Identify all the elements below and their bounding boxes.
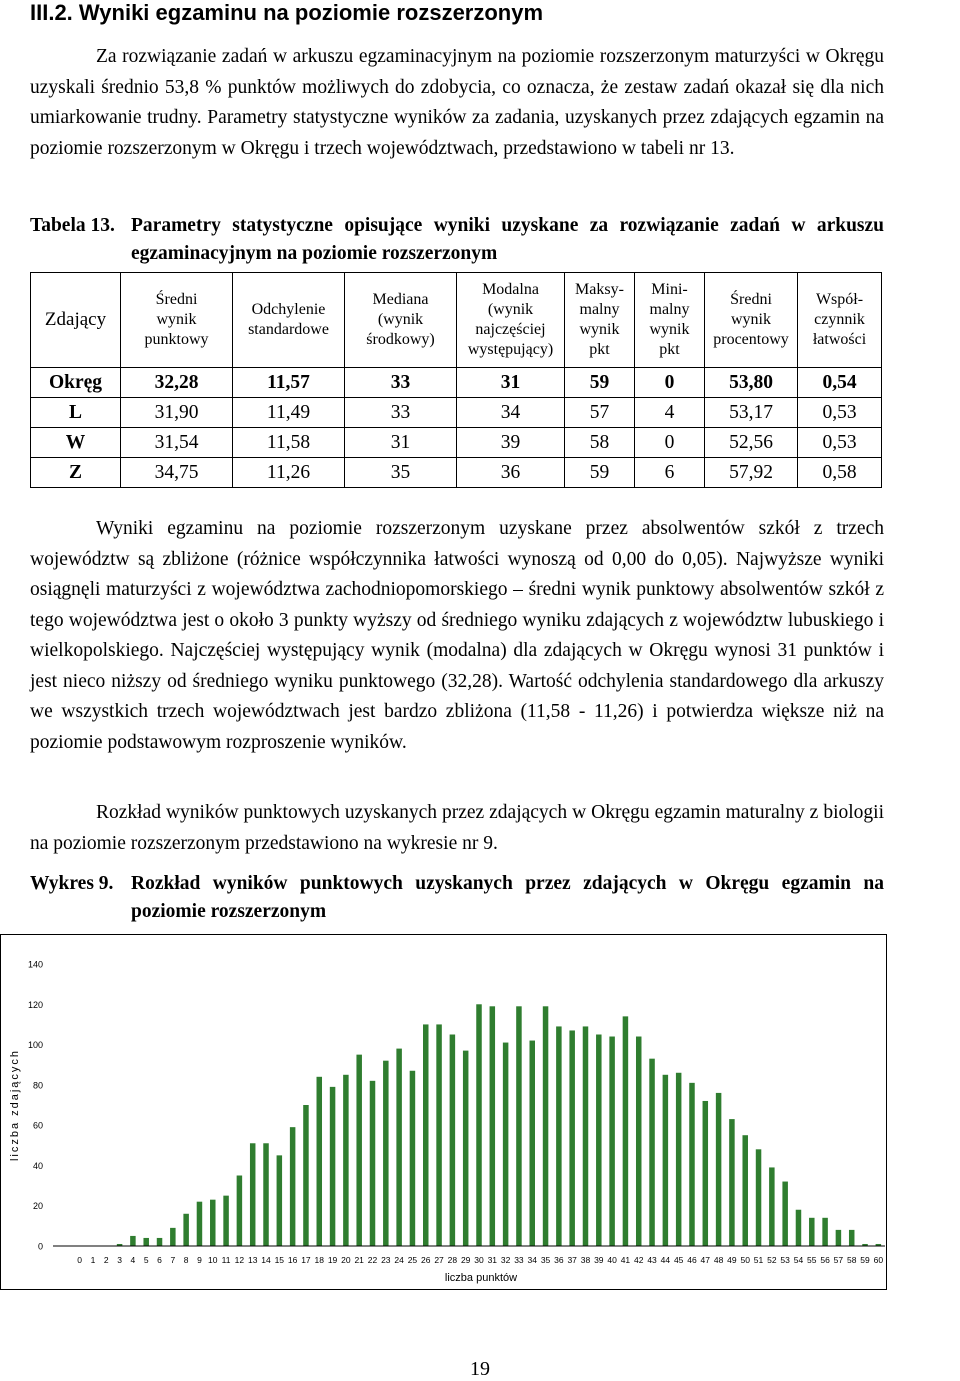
bar (263, 1143, 269, 1246)
table-header-cell (798, 273, 882, 368)
table-cell: 0 (635, 428, 705, 458)
bar (676, 1073, 682, 1246)
bar (729, 1119, 735, 1246)
table-cell: 0,53 (798, 428, 882, 458)
table-cell: 58 (565, 428, 635, 458)
table-header-text: pkt (589, 341, 610, 358)
y-tick-label: 120 (27, 999, 43, 1010)
table-header-text: standardowe (248, 321, 329, 338)
bar (277, 1155, 283, 1246)
region-cell: W (31, 428, 121, 458)
x-tick-label: 17 (301, 1255, 311, 1265)
region-cell: L (31, 398, 121, 428)
x-tick-label: 52 (767, 1255, 777, 1265)
table-header-text: punktowy (144, 331, 209, 348)
bar (450, 1035, 456, 1247)
score-distribution-chart (1, 935, 886, 1289)
x-tick-label: 14 (261, 1255, 271, 1265)
table-cell: 57 (565, 398, 635, 428)
x-tick-label: 34 (527, 1255, 537, 1265)
x-tick-label: 25 (407, 1255, 418, 1265)
x-tick-label: 18 (314, 1255, 324, 1265)
page-number: 19 (470, 1358, 490, 1380)
x-tick-label: 56 (820, 1255, 830, 1265)
x-tick-label: 36 (554, 1255, 564, 1265)
x-tick-label: 59 (860, 1255, 870, 1265)
bar (370, 1081, 376, 1246)
table-row (31, 428, 882, 458)
table-header-cell (345, 273, 457, 368)
x-tick-label: 21 (354, 1255, 364, 1265)
table-header-text: wynik (731, 311, 771, 328)
x-tick-label: 29 (460, 1255, 471, 1265)
bar (237, 1176, 243, 1247)
x-tick-label: 9 (197, 1255, 202, 1265)
x-tick-label: 44 (660, 1255, 671, 1265)
x-tick-label: 20 (341, 1255, 351, 1265)
x-tick-label: 7 (170, 1255, 176, 1265)
x-tick-label: 60 (873, 1255, 884, 1265)
x-tick-label: 57 (833, 1255, 844, 1265)
x-tick-label: 43 (647, 1255, 657, 1265)
bar (769, 1167, 775, 1246)
y-tick-label: 40 (32, 1160, 43, 1171)
x-tick-label: 55 (807, 1255, 817, 1265)
table-cell: 0 (635, 368, 705, 398)
table-header-text: procentowy (713, 331, 789, 348)
table-header-text: Odchylenie (251, 301, 326, 318)
bar (463, 1051, 469, 1246)
x-tick-label: 38 (580, 1255, 591, 1265)
x-tick-label: 6 (157, 1255, 162, 1265)
region-cell: Okręg (31, 368, 121, 398)
table-cell: 0,54 (798, 368, 882, 398)
bar (210, 1200, 216, 1246)
x-tick-label: 51 (753, 1255, 764, 1265)
x-tick-label: 30 (474, 1255, 484, 1265)
x-tick-label: 48 (713, 1255, 724, 1265)
bar (569, 1030, 575, 1246)
bar (143, 1238, 149, 1246)
x-tick-label: 58 (846, 1255, 857, 1265)
bar (396, 1049, 402, 1246)
table-cell: 31,90 (121, 398, 233, 428)
table-cell: 11,58 (233, 428, 345, 458)
x-axis-label: liczba punktów (444, 1272, 518, 1284)
table-cell: 32,28 (121, 368, 233, 398)
table-header-text: Średni (730, 291, 772, 308)
region-cell: Z (31, 458, 121, 488)
table-header-cell (705, 273, 798, 368)
table-cell: 52,56 (705, 428, 798, 458)
table-cell: 33 (345, 368, 457, 398)
x-tick-label: 11 (221, 1255, 231, 1265)
bar (290, 1127, 296, 1246)
y-tick-label: 60 (32, 1120, 43, 1131)
bar (822, 1218, 828, 1246)
x-tick-label: 19 (327, 1255, 338, 1265)
bar (503, 1043, 509, 1246)
bar (490, 1006, 496, 1246)
table-cell: 34 (457, 398, 565, 428)
table-header-text: Mini- (651, 281, 688, 298)
x-tick-label: 15 (274, 1255, 285, 1265)
table-header-text: malny (579, 301, 620, 318)
x-tick-label: 0 (77, 1255, 83, 1265)
y-axis-label: liczba zdających (9, 1048, 21, 1162)
table-cell: 31 (457, 368, 565, 398)
table-header-cell (233, 273, 345, 368)
x-tick-label: 41 (620, 1255, 631, 1265)
bar (197, 1202, 203, 1246)
table-header-text: środkowy) (366, 331, 435, 348)
statistics-table (30, 272, 882, 488)
table-header-text: malny (649, 301, 690, 318)
table-header-cell (121, 273, 233, 368)
bar (317, 1077, 323, 1246)
table-header-cell (457, 273, 565, 368)
table-header-text: wynik (649, 321, 690, 338)
analysis-paragraph: Wyniki egzaminu na poziomie rozszerzonym uzyskane przez absolwentów szkół z trzech województw są zbliżone (różnice współczynnika łatwości wynoszą od 0,00 do 0,05). Najwyższe wyniki osiągnęli maturzyści z województwa zachodniopomorskiego – średni wynik punktowy absolwentów szkół z tego województwa jest o około 3 punkty wyższy od średniego wyniku zdających z województw lubuskiego i wielkopolskiego. Najczęściej występujący wynik (modalna) dla zdających w Okręgu wynosi 31 punktów i jest nieco niższy od średniego wyniku punktowego (32,28). Wartość odchylenia standardowego dla arkuszy we wszystkich trzech województwach jest bardzo zbliżona (11,58 - 11,26) i potwierdza większe niż na poziomie podstawowym rozproszenie wyników. (30, 518, 884, 753)
chart-caption-text: Rozkład wyników punktowych uzyskanych przez zdających w Okręgu egzamin na poziomie rozszerzonym (131, 873, 884, 922)
bar (543, 1006, 549, 1246)
x-tick-label: 8 (183, 1255, 189, 1265)
table-header-text: (wynik (487, 301, 534, 318)
x-tick-label: 27 (434, 1255, 444, 1265)
bar (636, 1037, 642, 1246)
x-tick-label: 53 (780, 1255, 790, 1265)
x-tick-label: 3 (117, 1255, 122, 1265)
table-header-cell (31, 273, 121, 368)
x-tick-label: 47 (700, 1255, 711, 1265)
bar (756, 1149, 762, 1246)
bar (809, 1218, 815, 1246)
table-header-cell (565, 273, 635, 368)
bar (716, 1093, 722, 1246)
table-header-text: Modalna (482, 281, 539, 298)
table-cell: 4 (635, 398, 705, 428)
x-tick-label: 35 (540, 1255, 551, 1265)
bar (157, 1238, 163, 1246)
x-tick-label: 42 (634, 1255, 644, 1265)
bar (436, 1024, 442, 1246)
table-header-text: łatwości (812, 331, 867, 348)
x-tick-label: 22 (367, 1255, 378, 1265)
bar (343, 1075, 349, 1246)
table-header-text: Średni (155, 291, 198, 308)
table-header-text: czynnik (814, 311, 865, 328)
bar (516, 1006, 522, 1246)
x-tick-label: 50 (740, 1255, 750, 1265)
x-tick-label: 33 (514, 1255, 524, 1265)
table-cell: 33 (345, 398, 457, 428)
table-row (31, 398, 882, 428)
x-tick-label: 23 (381, 1255, 391, 1265)
table-caption-text: Parametry statystyczne opisujące wyniki uzyskane za rozwiązanie zadań w arkuszu egzaminacyjnym na poziomie rozszerzonym (131, 215, 884, 264)
table-row (31, 458, 882, 488)
bar (782, 1182, 788, 1246)
x-tick-label: 2 (103, 1255, 109, 1265)
table-caption-label: Tabela 13. (30, 215, 115, 236)
x-tick-label: 16 (287, 1255, 298, 1265)
bar (476, 1004, 482, 1246)
chart-caption (30, 870, 884, 926)
table-cell: 59 (565, 368, 635, 398)
table-cell: 6 (635, 458, 705, 488)
table-cell: 36 (457, 458, 565, 488)
bar (703, 1101, 709, 1246)
x-tick-label: 49 (727, 1255, 737, 1265)
table-header-text: (wynik (377, 311, 424, 328)
table-header-row (31, 273, 882, 368)
bar (356, 1055, 362, 1246)
table-cell: 31,54 (121, 428, 233, 458)
bar (556, 1026, 562, 1246)
bar (383, 1061, 389, 1246)
bar (583, 1026, 589, 1246)
bar (170, 1228, 176, 1246)
x-tick-label: 40 (607, 1255, 617, 1265)
table-cell: 35 (345, 458, 457, 488)
table-cell: 53,17 (705, 398, 798, 428)
bar (183, 1214, 189, 1246)
table-header-text: najczęściej (475, 321, 546, 338)
chart-frame (0, 934, 887, 1290)
table-caption (30, 212, 884, 268)
bar (663, 1075, 669, 1246)
table-row (31, 368, 882, 398)
bar (410, 1071, 416, 1246)
x-tick-label: 37 (567, 1255, 577, 1265)
table-header-text: Maksy- (575, 281, 624, 298)
x-tick-label: 5 (143, 1255, 149, 1265)
y-tick-label: 0 (37, 1241, 43, 1252)
x-tick-label: 28 (447, 1255, 458, 1265)
bar (609, 1037, 615, 1246)
x-tick-label: 1 (90, 1255, 96, 1265)
table-cell: 11,26 (233, 458, 345, 488)
bar (250, 1143, 256, 1246)
y-tick-label: 20 (32, 1201, 43, 1212)
x-tick-label: 13 (247, 1255, 258, 1265)
intro-paragraph: Za rozwiązanie zadań w arkuszu egzaminacyjnym na poziomie rozszerzonym maturzyści w Okręgu uzyskali średnio 53,8 % punktów możliwych do zdobycia, co oznacza, że zestaw zadań okazał się dla nich umiarkowanie trudny. Parametry statystyczne wyników za zadania, uzyskanych przez zdających egzamin na poziomie rozszerzonym w Okręgu i trzech województwach, przedstawiono w tabeli nr 13. (30, 46, 884, 159)
bar (742, 1135, 748, 1246)
x-tick-label: 26 (421, 1255, 431, 1265)
bar (330, 1087, 336, 1246)
chart-caption-label: Wykres 9. (30, 873, 114, 894)
x-tick-label: 4 (130, 1255, 136, 1265)
x-tick-label: 10 (208, 1255, 218, 1265)
table-cell: 53,80 (705, 368, 798, 398)
bar (796, 1210, 802, 1246)
table-header-text: pkt (659, 341, 680, 358)
table-cell: 11,49 (233, 398, 345, 428)
table-cell: 0,58 (798, 458, 882, 488)
bar (623, 1016, 629, 1246)
bar (689, 1083, 695, 1246)
table-header-cell (635, 273, 705, 368)
table-header-text: wynik (579, 321, 620, 338)
table-header-text: wynik (156, 311, 197, 328)
bar (130, 1236, 136, 1246)
bar (303, 1105, 309, 1246)
table-header-text: występujący) (467, 341, 554, 358)
table-cell: 59 (565, 458, 635, 488)
chart-intro-paragraph: Rozkład wyników punktowych uzyskanych przez zdających w Okręgu egzamin maturalny z biologii na poziomie rozszerzonym przedstawiono na wykresie nr 9. (30, 802, 884, 854)
section-heading: III.2. Wyniki egzaminu na poziomie rozszerzonym (30, 0, 544, 25)
y-tick-label: 140 (27, 959, 43, 970)
bar (529, 1041, 535, 1246)
table-cell: 39 (457, 428, 565, 458)
x-tick-label: 45 (673, 1255, 684, 1265)
table-cell: 57,92 (705, 458, 798, 488)
y-tick-label: 100 (27, 1040, 43, 1051)
bar (223, 1196, 229, 1246)
table-header-text: Zdający (44, 309, 107, 330)
x-tick-label: 54 (793, 1255, 804, 1265)
y-tick-label: 80 (32, 1080, 43, 1091)
table-cell: 0,53 (798, 398, 882, 428)
table-cell: 11,57 (233, 368, 345, 398)
x-tick-label: 32 (500, 1255, 511, 1265)
table-cell: 34,75 (121, 458, 233, 488)
bar (836, 1230, 842, 1246)
x-tick-label: 39 (594, 1255, 604, 1265)
bar (649, 1059, 655, 1246)
table-header-text: Mediana (372, 291, 429, 308)
x-tick-label: 24 (394, 1255, 404, 1265)
table-cell: 31 (345, 428, 457, 458)
bar (849, 1230, 855, 1246)
table-header-text: Współ- (815, 291, 864, 308)
x-tick-label: 46 (687, 1255, 697, 1265)
bar (423, 1024, 429, 1246)
x-tick-label: 31 (487, 1255, 498, 1265)
bar (596, 1035, 602, 1247)
x-tick-label: 12 (234, 1255, 245, 1265)
